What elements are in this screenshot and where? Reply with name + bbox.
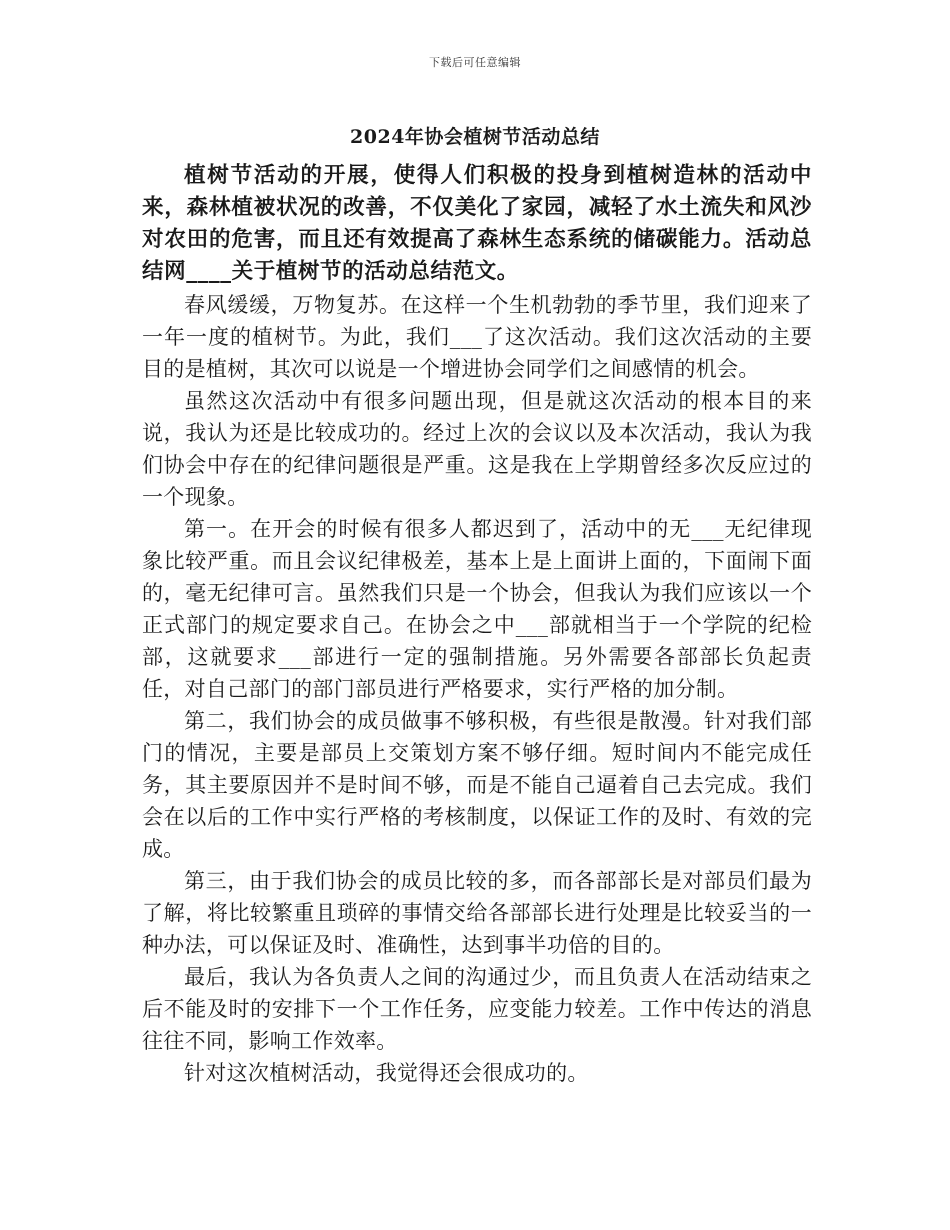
- paragraph-2: 虽然这次活动中有很多问题出现，但是就这次活动的根本目的来说，我认为还是比较成功的。经过上次的会议以及本次活动，我认为我们协会中存在的纪律问题很是严重。这是我在上学期曾经多次反应过的一个现象。: [142, 389, 812, 509]
- paragraph-5: 第三，由于我们协会的成员比较的多，而各部部长是对部员们最为了解，将比较繁重且琐碎的事情交给各部部长进行处理是比较妥当的一种办法，可以保证及时、准确性，达到事半功倍的目的。: [142, 869, 812, 957]
- paragraph-1: 春风缓缓，万物复苏。在这样一个生机勃勃的季节里，我们迎来了一年一度的植树节。为此，我们___了这次活动。我们这次活动的主要目的是植树，其次可以说是一个增进协会同学们之间感情的机会。: [142, 293, 812, 381]
- paragraph-3: 第一。在开会的时候有很多人都迟到了，活动中的无___无纪律现象比较严重。而且会议纪律极差，基本上是上面讲上面的，下面闹下面的，毫无纪律可言。虽然我们只是一个协会，但我认为我们应该以一个正式部门的规定要求自己。在协会之中___部就相当于一个学院的纪检部，这就要求___部进行一定的强制措施。另外需要各部部长负起责任，对自己部门的部门部员进行严格要求，实行严格的加分制。: [142, 517, 812, 701]
- document-title: 2024年协会植树节活动总结: [350, 126, 600, 148]
- lead-paragraph: 植树节活动的开展，使得人们积极的投身到植树造林的活动中来，森林植被状况的改善，不仅美化了家园，减轻了水土流失和风沙对农田的危害，而且还有效提高了森林生态系统的储碳能力。活动总结网____关于植树节的活动总结范文。: [142, 163, 812, 284]
- header-note: 下载后可任意编辑: [429, 56, 521, 69]
- paragraph-7: 针对这次植树活动，我觉得还会很成功的。: [184, 1061, 589, 1085]
- paragraph-6: 最后，我认为各负责人之间的沟通过少，而且负责人在活动结束之后不能及时的安排下一个工作任务，应变能力较差。工作中传达的消息往往不同，影响工作效率。: [142, 965, 812, 1053]
- document-body: [142, 160, 812, 1089]
- paragraph-4: 第二，我们协会的成员做事不够积极，有些很是散漫。针对我们部门的情况，主要是部员上交策划方案不够仔细。短时间内不能完成任务，其主要原因并不是时间不够，而是不能自己逼着自己去完成。我们会在以后的工作中实行严格的考核制度，以保证工作的及时、有效的完成。: [142, 709, 812, 861]
